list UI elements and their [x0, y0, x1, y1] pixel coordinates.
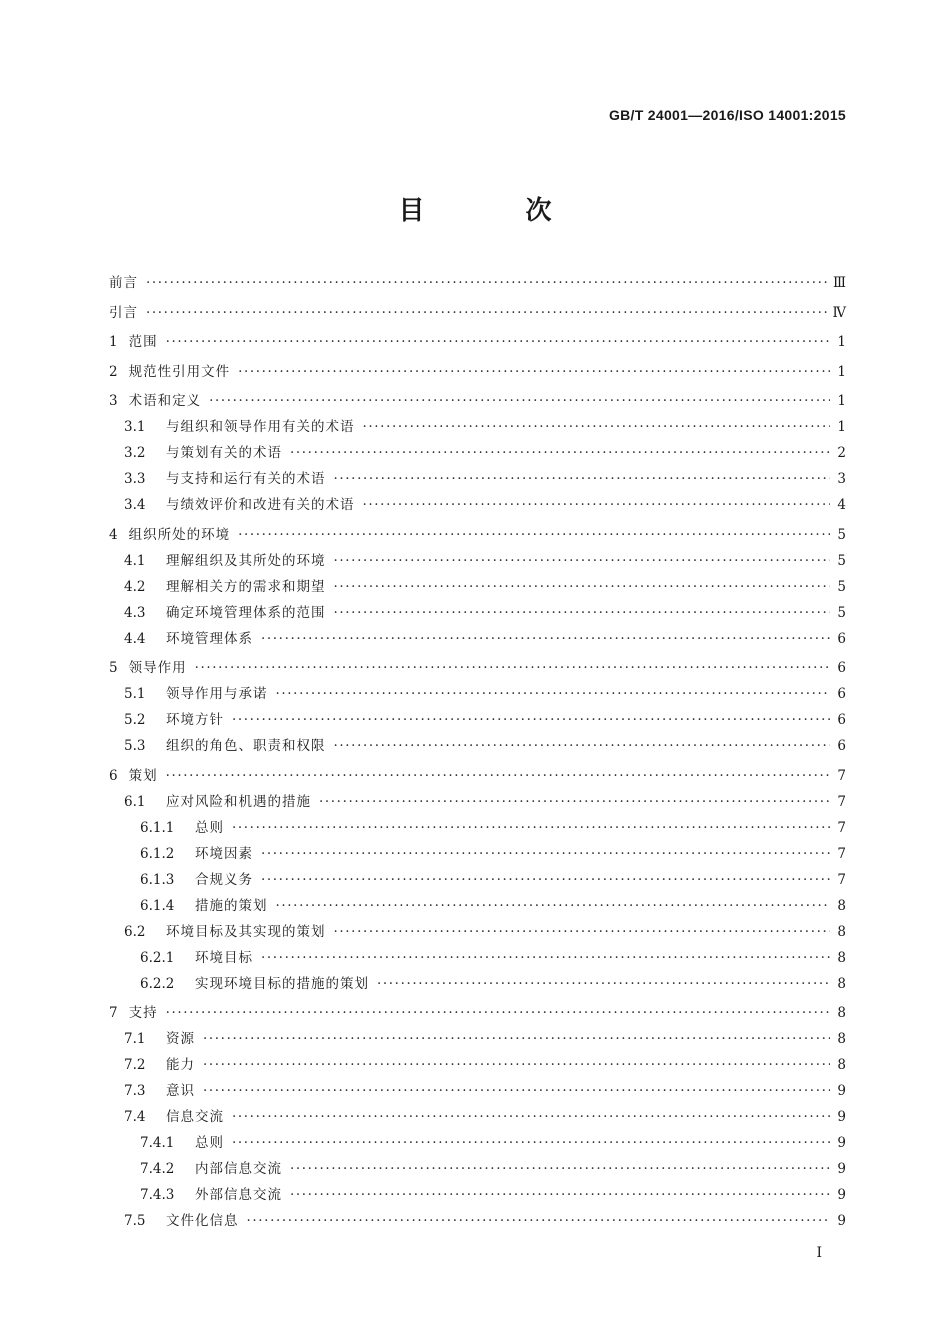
toc-entry[interactable]: [109, 626, 846, 652]
toc-entry-page: 1: [837, 393, 846, 409]
toc-entry-number: 4.3: [124, 604, 146, 621]
toc-entry[interactable]: [109, 763, 846, 789]
dot-leader: [261, 945, 830, 971]
dot-leader: [232, 707, 830, 733]
toc-entry-page: 3: [837, 471, 846, 487]
toc-entry[interactable]: [109, 841, 846, 867]
toc-entry-title: 信息交流: [166, 1109, 224, 1125]
toc-entry-page: 1: [837, 334, 846, 350]
toc-entry-title: 环境目标及其实现的策划: [166, 923, 326, 940]
dot-leader: [232, 1104, 830, 1130]
toc-entry[interactable]: [109, 522, 846, 548]
toc-entry-number: 6.1.3: [140, 871, 175, 888]
dot-leader: [203, 1052, 830, 1078]
toc-entry-number: 6.1.2: [140, 845, 175, 862]
toc-entry-page: 7: [837, 767, 846, 784]
toc-entry-page: 6: [837, 738, 846, 754]
dot-leader: [203, 1078, 830, 1104]
dot-leader: [146, 300, 829, 326]
dot-leader: [166, 329, 830, 355]
dot-leader: [334, 574, 831, 600]
toc-entry-page: 7: [837, 871, 846, 888]
dot-leader: [209, 388, 830, 414]
toc-entry-number: 6.1: [124, 793, 146, 810]
toc-entry[interactable]: [109, 440, 846, 466]
toc-entry-page: 8: [837, 949, 846, 966]
dot-leader: [232, 1130, 830, 1156]
toc-entry-number: 4: [109, 526, 118, 543]
toc-entry[interactable]: [109, 945, 846, 971]
toc-entry-number: 7.5: [124, 1213, 146, 1229]
dot-leader: [232, 815, 830, 841]
toc-entry-title: 资源: [166, 1031, 195, 1047]
dot-leader: [290, 1156, 830, 1182]
toc-entry-page: 7: [837, 845, 846, 862]
toc-entry[interactable]: [109, 466, 846, 492]
toc-entry-title: 实现环境目标的措施的策划: [195, 975, 369, 992]
toc-entry-page: 9: [837, 1083, 846, 1099]
toc-entry-title: 合规义务: [195, 871, 253, 888]
toc-title: 目 次: [398, 196, 598, 226]
toc-entry[interactable]: [109, 270, 846, 296]
page-number: Ⅰ: [816, 1245, 822, 1261]
dot-leader: [166, 763, 830, 789]
toc-entry-page: 9: [837, 1187, 846, 1203]
toc-entry-title: 理解相关方的需求和期望: [166, 578, 326, 595]
toc-entry-title: 与策划有关的术语: [166, 445, 282, 461]
table-of-contents: [109, 270, 846, 1234]
toc-entry-number: 7.4.1: [140, 1135, 175, 1151]
toc-entry-page: 1: [837, 419, 846, 435]
toc-entry-title: 应对风险和机遇的措施: [166, 793, 311, 810]
toc-entry-page: 5: [837, 604, 846, 621]
toc-entry[interactable]: [109, 329, 846, 355]
toc-entry[interactable]: [109, 1208, 846, 1234]
toc-entry[interactable]: [109, 1078, 846, 1104]
toc-entry-page: 6: [837, 712, 846, 728]
toc-entry-number: 5.3: [124, 738, 146, 754]
toc-entry-page: 9: [837, 1213, 846, 1229]
toc-entry-number: 1: [109, 334, 118, 350]
toc-entry[interactable]: [109, 1130, 846, 1156]
toc-entry-page: 9: [837, 1161, 846, 1177]
toc-entry[interactable]: [109, 359, 846, 385]
toc-entry-number: 7.3: [124, 1083, 146, 1099]
toc-entry[interactable]: [109, 388, 846, 414]
toc-entry-page: 8: [837, 975, 846, 992]
toc-entry[interactable]: [109, 1026, 846, 1052]
toc-entry-title: 环境因素: [195, 845, 253, 862]
dot-leader: [261, 626, 830, 652]
dot-leader: [195, 655, 830, 681]
toc-entry[interactable]: [109, 1104, 846, 1130]
toc-entry-number: 6.1.1: [140, 819, 175, 836]
toc-entry-number: 5.1: [124, 686, 146, 702]
dot-leader: [334, 600, 831, 626]
toc-entry-page: 8: [837, 897, 846, 914]
toc-entry-page: 6: [837, 630, 846, 647]
toc-entry-number: 6.1.4: [140, 897, 175, 914]
toc-entry-title: 文件化信息: [166, 1213, 239, 1229]
toc-entry[interactable]: [109, 300, 846, 326]
toc-entry-page: 9: [837, 1109, 846, 1125]
dot-leader: [290, 440, 830, 466]
toc-entry-page: 7: [837, 793, 846, 810]
dot-leader: [363, 492, 831, 518]
dot-leader: [334, 466, 831, 492]
toc-entry-number: 6: [109, 767, 118, 784]
toc-entry-title: 意识: [166, 1083, 195, 1099]
toc-entry-number: 7.1: [124, 1031, 146, 1047]
dot-leader: [276, 893, 831, 919]
toc-entry[interactable]: [109, 681, 846, 707]
toc-entry[interactable]: [109, 655, 846, 681]
toc-entry-number: 6.2.2: [140, 975, 175, 992]
toc-entry[interactable]: [109, 919, 846, 945]
toc-entry-page: Ⅲ: [832, 275, 846, 291]
toc-entry[interactable]: [109, 600, 846, 626]
toc-entry[interactable]: [109, 1052, 846, 1078]
toc-entry-page: 8: [837, 1005, 846, 1021]
toc-entry-title: 与绩效评价和改进有关的术语: [166, 497, 355, 513]
toc-entry-title: 外部信息交流: [195, 1187, 282, 1203]
toc-entry-number: 3.1: [124, 419, 146, 435]
toc-entry-title: 能力: [166, 1057, 195, 1073]
toc-entry[interactable]: [109, 548, 846, 574]
dot-leader: [276, 681, 831, 707]
toc-entry-number: 3.4: [124, 497, 146, 513]
dot-leader: [319, 789, 830, 815]
dot-leader: [261, 841, 830, 867]
toc-entry-number: 3.3: [124, 471, 146, 487]
toc-entry-title: 引言: [109, 304, 138, 321]
toc-entry-page: Ⅳ: [832, 304, 846, 321]
dot-leader: [203, 1026, 830, 1052]
toc-entry-page: 5: [837, 578, 846, 595]
toc-entry-number: 6.2.1: [140, 949, 175, 966]
toc-entry-title: 理解组织及其所处的环境: [166, 552, 326, 569]
toc-entry-number: 3.2: [124, 445, 146, 461]
toc-entry-title: 内部信息交流: [195, 1161, 282, 1177]
toc-entry[interactable]: [109, 867, 846, 893]
dot-leader: [363, 414, 831, 440]
toc-entry-number: 7: [109, 1005, 118, 1021]
toc-entry-title: 与支持和运行有关的术语: [166, 471, 326, 487]
toc-entry[interactable]: [109, 414, 846, 440]
toc-entry-number: 5: [109, 660, 118, 676]
toc-entry-title: 环境方针: [166, 712, 224, 728]
toc-entry-number: 5.2: [124, 712, 146, 728]
toc-entry-title: 措施的策划: [195, 897, 268, 914]
toc-entry[interactable]: [109, 1000, 846, 1026]
toc-entry[interactable]: [109, 492, 846, 518]
dot-leader: [334, 919, 831, 945]
toc-entry-number: 7.4.3: [140, 1187, 175, 1203]
dot-leader: [238, 359, 830, 385]
toc-entry-number: 4.1: [124, 552, 146, 569]
toc-entry-title: 范围: [128, 334, 158, 350]
toc-entry-title: 领导作用: [128, 660, 187, 676]
dot-leader: [146, 270, 829, 296]
toc-entry-page: 6: [837, 660, 846, 676]
toc-entry-title: 规范性引用文件: [128, 363, 231, 380]
toc-entry-title: 环境目标: [195, 949, 253, 966]
standard-number: GB/T 24001—2016/ISO 14001:2015: [608, 107, 846, 123]
toc-entry[interactable]: [109, 707, 846, 733]
dot-leader: [290, 1182, 830, 1208]
toc-entry-number: 7.4.2: [140, 1161, 175, 1177]
toc-entry-title: 术语和定义: [128, 393, 202, 409]
toc-entry-page: 8: [837, 923, 846, 940]
toc-entry-number: 4.2: [124, 578, 146, 595]
toc-entry-title: 组织的角色、职责和权限: [166, 738, 326, 754]
toc-entry-number: 3: [109, 393, 118, 409]
toc-entry-title: 确定环境管理体系的范围: [166, 604, 326, 621]
dot-leader: [334, 733, 831, 759]
dot-leader: [377, 971, 830, 997]
toc-entry-page: 8: [837, 1031, 846, 1047]
toc-entry-number: 4.4: [124, 630, 146, 647]
toc-entry-title: 总则: [195, 819, 224, 836]
dot-leader: [166, 1000, 830, 1026]
toc-entry-page: 2: [837, 445, 846, 461]
toc-entry[interactable]: [109, 733, 846, 759]
toc-entry-title: 与组织和领导作用有关的术语: [166, 419, 355, 435]
toc-entry-number: 6.2: [124, 923, 146, 940]
dot-leader: [261, 867, 830, 893]
toc-entry-title: 总则: [195, 1135, 224, 1151]
toc-entry-page: 4: [837, 497, 846, 513]
toc-entry-page: 6: [837, 686, 846, 702]
toc-entry-page: 5: [837, 552, 846, 569]
toc-entry-number: 7.2: [124, 1057, 146, 1073]
dot-leader: [334, 548, 831, 574]
toc-entry-page: 5: [837, 526, 846, 543]
toc-entry[interactable]: [109, 574, 846, 600]
toc-entry-title: 支持: [128, 1005, 158, 1021]
toc-entry-title: 前言: [109, 275, 138, 291]
dot-leader: [238, 522, 830, 548]
toc-entry[interactable]: [109, 971, 846, 997]
toc-entry[interactable]: [109, 1156, 846, 1182]
toc-entry-title: 组织所处的环境: [128, 526, 231, 543]
toc-entry-title: 领导作用与承诺: [166, 686, 268, 702]
toc-entry-title: 环境管理体系: [166, 630, 253, 647]
toc-entry-number: 7.4: [124, 1109, 146, 1125]
toc-entry[interactable]: [109, 789, 846, 815]
toc-entry-title: 策划: [128, 767, 158, 784]
dot-leader: [247, 1208, 831, 1234]
toc-entry[interactable]: [109, 815, 846, 841]
toc-entry-page: 9: [837, 1135, 846, 1151]
toc-entry[interactable]: [109, 1182, 846, 1208]
toc-entry[interactable]: [109, 893, 846, 919]
toc-entry-number: 2: [109, 363, 118, 380]
toc-entry-page: 1: [837, 363, 846, 380]
toc-entry-page: 7: [837, 819, 846, 836]
toc-entry-page: 8: [837, 1057, 846, 1073]
